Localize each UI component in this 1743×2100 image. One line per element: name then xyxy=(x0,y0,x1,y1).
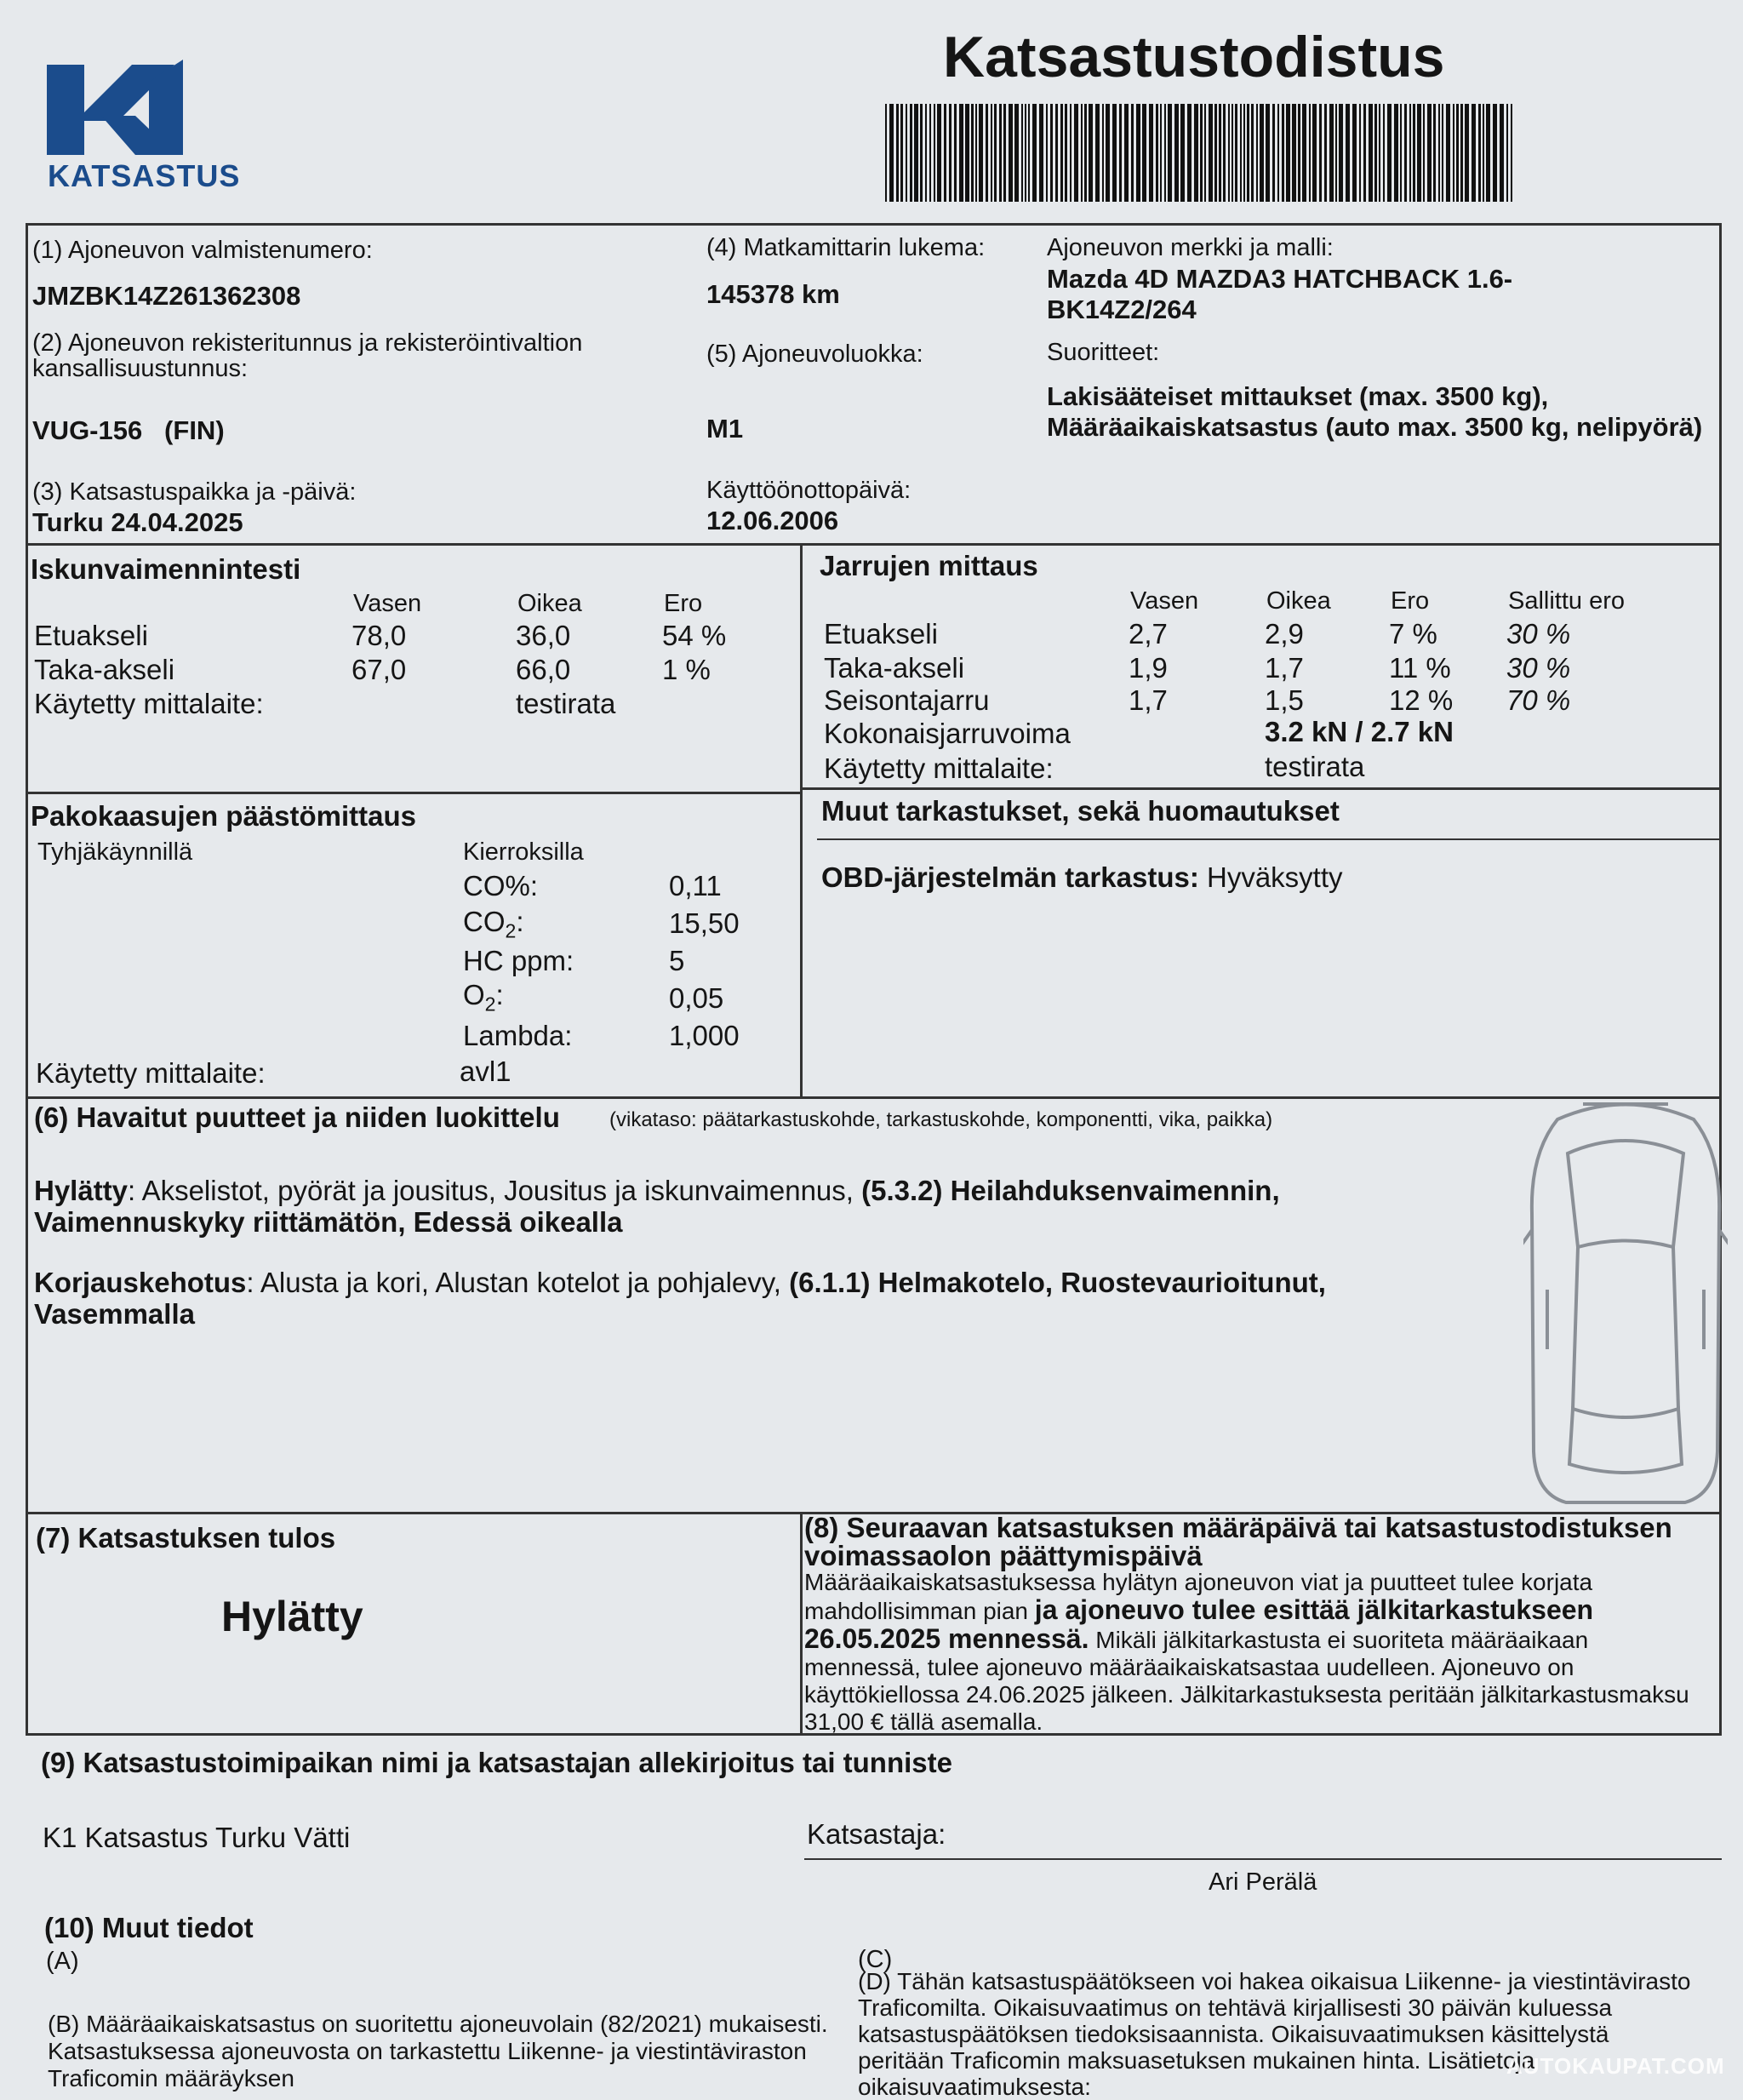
barcode-bar xyxy=(1277,104,1279,202)
barcode-bar xyxy=(1214,104,1217,202)
barcode-bar xyxy=(975,104,977,202)
barcode-bar xyxy=(1260,104,1264,202)
performed-label: Suoritteet: xyxy=(1047,339,1160,366)
o2-label: $O_2$: xyxy=(463,979,504,1016)
reg-label: (2) Ajoneuvon rekisteritunnus ja rekisteröintivaltion kansallisuustunnus: xyxy=(32,329,583,382)
vin-value: JMZBK14Z261362308 xyxy=(32,281,301,311)
shock-header-right: Oikea xyxy=(517,590,582,617)
divider xyxy=(817,838,1722,840)
barcode-bar xyxy=(937,104,941,202)
barcode-bar xyxy=(1286,104,1290,202)
next-title: (8) Seuraavan katsastuksen määräpäivä tai katsastustodistuksen voimassaolon päättymispäivä xyxy=(804,1512,1672,1571)
barcode-bar xyxy=(1102,104,1104,202)
emissions-device-value: avl1 xyxy=(460,1056,511,1087)
barcode-bar xyxy=(1119,104,1122,202)
barcode-bar xyxy=(944,104,946,202)
next-text: Määräaikaiskatsastuksessa hylätyn ajoneuvon viat ja puutteet tulee korjata mahdollisimman pian ja ajoneuvo tulee esittää jälkitarkastukseen 26.05.2025 mennessä. Mikäli jälkitarkastusta ei suoriteta määräaikaan mennessä, tulee ajoneuvo määräaikaiskatsastaa uudelleen. Ajoneuvo on käyttökiellossa 24.06.2025 jälkeen. Jälkitarkastuksesta peritään jälkitarkastusmaksu 31,00 € tällä asemalla. xyxy=(804,1569,1689,1735)
defects-subtitle: (vikataso: päätarkastuskohde, tarkastuskohde, komponentti, vika, paikka) xyxy=(609,1108,1273,1131)
performed-value: Lakisääteiset mittaukset (max. 3500 kg), Määräaikaiskatsastus (auto max. 3500 kg, nelipyörä) xyxy=(1047,381,1703,442)
barcode xyxy=(885,104,1515,202)
intro-label: Käyttöönottopäivä: xyxy=(706,477,912,504)
barcode-bar xyxy=(949,104,952,202)
defect-item: Hylätty: Akselistot, pyörät ja jousitus, Jousitus ja iskunvaimennus, (5.3.2) Heilahduksenvaimennin, Vaimennuskyky riittämätön, Edessä oikealla xyxy=(34,1175,1280,1238)
barcode-bar xyxy=(1312,104,1317,202)
divider-vertical xyxy=(800,1512,803,1733)
barcode-bar xyxy=(929,104,931,202)
brakes-header-right: Oikea xyxy=(1266,587,1331,615)
barcode-bar xyxy=(1472,104,1476,202)
divider xyxy=(26,223,1722,226)
logo-wordmark: KATSASTUS xyxy=(48,158,241,193)
signature-title: (9) Katsastustoimipaikan nimi ja katsastajan allekirjoitus tai tunniste xyxy=(41,1747,952,1778)
barcode-bar xyxy=(1223,104,1226,202)
barcode-bar xyxy=(1074,104,1078,202)
barcode-bar xyxy=(1235,104,1237,202)
barcode-bar xyxy=(1003,104,1006,202)
barcode-bar xyxy=(1025,104,1026,202)
barcode-bar xyxy=(1131,104,1134,202)
brakes-total-value: 3.2 kN / 2.7 kN xyxy=(1265,716,1454,747)
barcode-bar xyxy=(920,104,923,202)
barcode-bar xyxy=(1383,104,1385,202)
barcode-bar xyxy=(1346,104,1350,202)
barcode-bar xyxy=(1417,104,1421,202)
shock-row-right: 66,0 xyxy=(516,654,571,685)
barcode-bar xyxy=(1387,104,1392,202)
barcode-bar xyxy=(1404,104,1407,202)
brakes-row-left: 2,7 xyxy=(1129,618,1168,649)
misc-b: (B) Määräaikaiskatsastus on suoritettu ajoneuvolain (82/2021) mukaisesti. Katsastuksessa ajoneuvosta on tarkastettu Liikenne- ja viestintäviraston Traficomin määräyksen xyxy=(48,2011,828,2091)
shock-row-label: Taka-akseli xyxy=(34,654,175,685)
misc-d: (D) Tähän katsastuspäätökseen voi hakea oikaisua Liikenne- ja viestintävirasto Traficomilta. Oikaisuvaatimus on tehtävä kirjallisesti 30 päivän kuluessa katsastuspäätöksen tiedoksisaannista. Oikaisuvaatimuksen käsittelystä peritään Traficomin maksuasetuksen mukainen hinta. Lisätietoja oikaisuvaatimuksesta: xyxy=(858,1968,1691,2100)
barcode-bar xyxy=(1359,104,1361,202)
result-title: (7) Katsastuksen tulos xyxy=(36,1522,336,1554)
barcode-bar xyxy=(910,104,912,202)
barcode-bar xyxy=(1486,104,1490,202)
barcode-bar xyxy=(1112,104,1117,202)
barcode-bar xyxy=(1055,104,1058,202)
intro-value: 12.06.2006 xyxy=(706,506,839,535)
barcode-bar xyxy=(1200,104,1203,202)
barcode-bar xyxy=(1335,104,1337,202)
k1-logo xyxy=(47,60,204,155)
shock-device-label: Käytetty mittalaite: xyxy=(34,688,264,719)
barcode-bar xyxy=(1427,104,1432,202)
vin-label: (1) Ajoneuvon valmistenumero: xyxy=(32,237,373,264)
brakes-row-left: 1,9 xyxy=(1129,652,1168,684)
class-label: (5) Ajoneuvoluokka: xyxy=(706,340,923,368)
shock-row-label: Etuakseli xyxy=(34,620,148,651)
barcode-bar xyxy=(1240,104,1242,202)
co-label: CO%: xyxy=(463,870,539,901)
barcode-bar xyxy=(1446,104,1450,202)
barcode-bar xyxy=(1187,104,1192,202)
frame-left xyxy=(26,223,28,1734)
brakes-row-allowed: 30 % xyxy=(1506,652,1571,684)
barcode-bar xyxy=(1046,104,1048,202)
barcode-bar xyxy=(1292,104,1296,202)
barcode-bar xyxy=(1298,104,1300,202)
barcode-bar xyxy=(1319,104,1322,202)
obd-check: OBD-järjestelmän tarkastus: Hyväksytty xyxy=(821,861,1343,893)
other-title: Muut tarkastukset, sekä huomautukset xyxy=(821,795,1340,827)
barcode-bar xyxy=(1423,104,1425,202)
barcode-bar xyxy=(1164,104,1166,202)
station-name: K1 Katsastus Turku Vätti xyxy=(43,1822,351,1853)
barcode-bar xyxy=(1009,104,1013,202)
barcode-bar xyxy=(1413,104,1415,202)
brakes-row-right: 1,5 xyxy=(1265,684,1304,716)
barcode-bar xyxy=(986,104,988,202)
misc-title: (10) Muut tiedot xyxy=(44,1912,254,1943)
barcode-bar xyxy=(1400,104,1402,202)
signature-line xyxy=(804,1858,1722,1860)
barcode-bar xyxy=(1021,104,1023,202)
divider xyxy=(800,787,1722,790)
barcode-bar xyxy=(999,104,1002,202)
barcode-bar xyxy=(1136,104,1140,202)
barcode-bar xyxy=(1050,104,1053,202)
brakes-row-label: Seisontajarru xyxy=(824,684,990,716)
lambda-value: 1,000 xyxy=(669,1020,740,1051)
barcode-bar xyxy=(1379,104,1380,202)
barcode-bar xyxy=(1272,104,1275,202)
barcode-bar xyxy=(1465,104,1469,202)
inspector-name: Ari Perälä xyxy=(1209,1868,1317,1896)
barcode-bar xyxy=(959,104,963,202)
barcode-bar xyxy=(1124,104,1129,202)
barcode-bar xyxy=(1156,104,1158,202)
barcode-bar xyxy=(1433,104,1436,202)
barcode-bar xyxy=(1247,104,1249,202)
make-label: Ajoneuvon merkki ja malli: xyxy=(1047,234,1334,261)
barcode-bar xyxy=(1438,104,1440,202)
brakes-row-allowed: 70 % xyxy=(1506,684,1571,716)
barcode-bar xyxy=(1219,104,1221,202)
barcode-bar xyxy=(1394,104,1398,202)
shock-row-diff: 1 % xyxy=(662,654,711,685)
barcode-bar xyxy=(1453,104,1454,202)
shock-header-left: Vasen xyxy=(353,590,422,617)
barcode-bar xyxy=(934,104,935,202)
barcode-bar xyxy=(965,104,969,202)
brakes-device-label: Käytetty mittalaite: xyxy=(824,752,1054,784)
place-value: Turku 24.04.2025 xyxy=(32,507,243,537)
brakes-row-label: Taka-akseli xyxy=(824,652,965,684)
barcode-bar xyxy=(1456,104,1459,202)
odometer-label: (4) Matkamittarin lukema: xyxy=(706,234,986,261)
barcode-bar xyxy=(1369,104,1373,202)
shock-row-left: 78,0 xyxy=(351,620,407,651)
divider-vertical xyxy=(800,543,803,1096)
barcode-bar xyxy=(1251,104,1254,202)
shock-row-left: 67,0 xyxy=(351,654,407,685)
result-value: Hylätty xyxy=(221,1593,363,1640)
barcode-bar xyxy=(1363,104,1366,202)
barcode-bar xyxy=(900,104,903,202)
barcode-bar xyxy=(906,104,907,202)
barcode-bar xyxy=(1039,104,1043,202)
barcode-bar xyxy=(1282,104,1284,202)
shock-row-diff: 54 % xyxy=(662,620,727,651)
brakes-header-diff: Ero xyxy=(1391,587,1430,615)
defect-item: Korjauskehotus: Alusta ja kori, Alustan kotelot ja pohjalevy, (6.1.1) Helmakotelo, Ruostevaurioitunut, Vasemmalla xyxy=(34,1267,1326,1330)
divider xyxy=(26,1096,1722,1099)
barcode-bar xyxy=(1243,104,1245,202)
barcode-bar xyxy=(896,104,899,202)
brakes-row-diff: 12 % xyxy=(1389,684,1454,716)
lambda-label: Lambda: xyxy=(463,1020,573,1051)
brakes-row-right: 2,9 xyxy=(1265,618,1304,649)
barcode-bar xyxy=(994,104,997,202)
shock-row-right: 36,0 xyxy=(516,620,571,651)
defects-title: (6) Havaitut puutteet ja niiden luokittelu xyxy=(34,1101,560,1133)
barcode-bar xyxy=(954,104,957,202)
brakes-row-right: 1,7 xyxy=(1265,652,1304,684)
barcode-bar xyxy=(1302,104,1306,202)
barcode-bar xyxy=(1478,104,1481,202)
barcode-bar xyxy=(1409,104,1411,202)
brakes-row-diff: 11 % xyxy=(1389,652,1451,684)
reg-value: VUG-156 (FIN) xyxy=(32,415,225,445)
brakes-row-diff: 7 % xyxy=(1389,618,1437,649)
barcode-bar xyxy=(1095,104,1100,202)
barcode-bar xyxy=(1065,104,1067,202)
make-value: Mazda 4D MAZDA3 HATCHBACK 1.6-BK14Z2/264 xyxy=(1047,264,1513,324)
barcode-bar xyxy=(1374,104,1377,202)
barcode-bar xyxy=(1032,104,1037,202)
barcode-bar xyxy=(1329,104,1334,202)
barcode-bar xyxy=(1324,104,1327,202)
barcode-bar xyxy=(1106,104,1110,202)
barcode-bar xyxy=(1149,104,1153,202)
brakes-title: Jarrujen mittaus xyxy=(820,550,1038,581)
barcode-bar xyxy=(1442,104,1443,202)
hc-label: HC ppm: xyxy=(463,945,574,976)
barcode-bar xyxy=(1014,104,1019,202)
barcode-bar xyxy=(979,104,983,202)
barcode-bar xyxy=(1081,104,1083,202)
car-top-view-icon xyxy=(1523,1094,1728,1511)
co2-label: $CO_2$: xyxy=(463,906,524,942)
place-label: (3) Katsastuspaikka ja -päivä: xyxy=(32,478,357,506)
barcode-bar xyxy=(1511,104,1512,202)
barcode-bar xyxy=(1060,104,1063,202)
barcode-bar xyxy=(889,104,894,202)
emissions-device-label: Käytetty mittalaite: xyxy=(36,1057,266,1089)
barcode-bar xyxy=(925,104,927,202)
inspector-label: Katsastaja: xyxy=(807,1818,946,1850)
barcode-bar xyxy=(1493,104,1497,202)
barcode-bar xyxy=(971,104,974,202)
shock-title: Iskunvaimennintesti xyxy=(31,553,301,585)
barcode-bar xyxy=(1209,104,1213,202)
barcode-bar xyxy=(1232,104,1233,202)
barcode-bar xyxy=(1500,104,1504,202)
emissions-idle-label: Tyhjäkäynnillä xyxy=(37,838,193,866)
barcode-bar xyxy=(1483,104,1484,202)
barcode-bar xyxy=(1194,104,1198,202)
divider xyxy=(26,543,1722,546)
barcode-bar xyxy=(1204,104,1206,202)
emissions-title: Pakokaasujen päästömittaus xyxy=(31,800,417,832)
document-title: Katsastustodistus xyxy=(943,25,1445,89)
barcode-bar xyxy=(914,104,918,202)
brakes-header-left: Vasen xyxy=(1130,587,1199,615)
barcode-bar xyxy=(885,104,887,202)
divider xyxy=(26,792,800,794)
emissions-rpm-label: Kierroksilla xyxy=(463,838,584,866)
barcode-bar xyxy=(1089,104,1093,202)
barcode-bar xyxy=(1228,104,1230,202)
brakes-total-label: Kokonaisjarruvoima xyxy=(824,718,1071,749)
barcode-bar xyxy=(1339,104,1343,202)
hc-value: 5 xyxy=(669,945,685,976)
barcode-bar xyxy=(1168,104,1172,202)
odometer-value: 145378 km xyxy=(706,279,840,309)
barcode-bar xyxy=(1084,104,1087,202)
barcode-bar xyxy=(1160,104,1162,202)
watermark: AUTOKAUPAT.COM xyxy=(1506,2053,1725,2079)
barcode-bar xyxy=(1460,104,1463,202)
barcode-bar xyxy=(1180,104,1185,202)
barcode-bar xyxy=(1266,104,1270,202)
brakes-header-allowed: Sallittu ero xyxy=(1508,587,1626,615)
brakes-row-left: 1,7 xyxy=(1129,684,1168,716)
barcode-bar xyxy=(1506,104,1508,202)
barcode-bar xyxy=(991,104,992,202)
barcode-bar xyxy=(1352,104,1357,202)
misc-c: (C) xyxy=(858,1946,893,1973)
barcode-bar xyxy=(1256,104,1258,202)
barcode-bar xyxy=(1309,104,1311,202)
barcode-bar xyxy=(1174,104,1179,202)
o2-value: 0,05 xyxy=(669,982,724,1014)
misc-a: (A) xyxy=(46,1948,79,1975)
brakes-row-allowed: 30 % xyxy=(1506,618,1571,649)
shock-device-value: testirata xyxy=(516,688,616,719)
barcode-bar xyxy=(1142,104,1146,202)
shock-header-diff: Ero xyxy=(664,590,703,617)
co2-value: 15,50 xyxy=(669,907,740,939)
brakes-device-value: testirata xyxy=(1265,751,1365,782)
brakes-row-label: Etuakseli xyxy=(824,618,938,649)
class-value: M1 xyxy=(706,414,744,443)
co-value: 0,11 xyxy=(669,870,722,901)
barcode-bar xyxy=(1028,104,1030,202)
barcode-bar xyxy=(1070,104,1072,202)
